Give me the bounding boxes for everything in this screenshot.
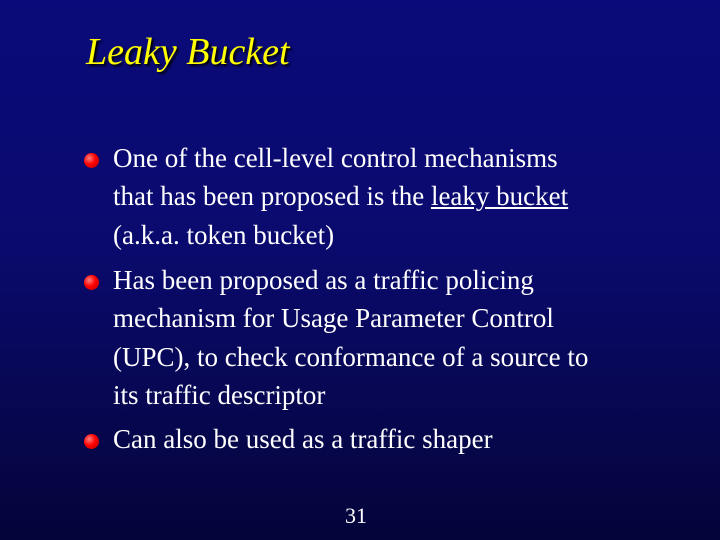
red-dot-icon — [84, 434, 99, 449]
red-dot-icon — [84, 153, 99, 168]
bullet-2-line-2: mechanism for Usage Parameter Control — [113, 303, 554, 333]
bullet-2-line-1: Has been proposed as a traffic policing — [113, 265, 534, 295]
bullet-1-line-2 — [113, 181, 568, 211]
bullet-2-line-3: (UPC), to check conformance of a source to — [113, 342, 589, 372]
red-dot-icon — [84, 275, 99, 290]
leaky-bucket-term: leaky bucket — [430, 181, 569, 211]
bullet-1-line-3: (a.k.a. token bucket) — [113, 220, 335, 250]
bullet-3-line-1: Can also be used as a traffic shaper — [113, 424, 493, 454]
bullet-1-line-2-text: that has been proposed is the — [113, 181, 431, 211]
slide-title: Leaky Bucket — [86, 31, 290, 73]
bullet-2-line-4: its traffic descriptor — [113, 380, 326, 410]
page-number: 31 — [345, 503, 367, 528]
bullet-1-line-1: One of the cell-level control mechanisms — [113, 143, 558, 173]
